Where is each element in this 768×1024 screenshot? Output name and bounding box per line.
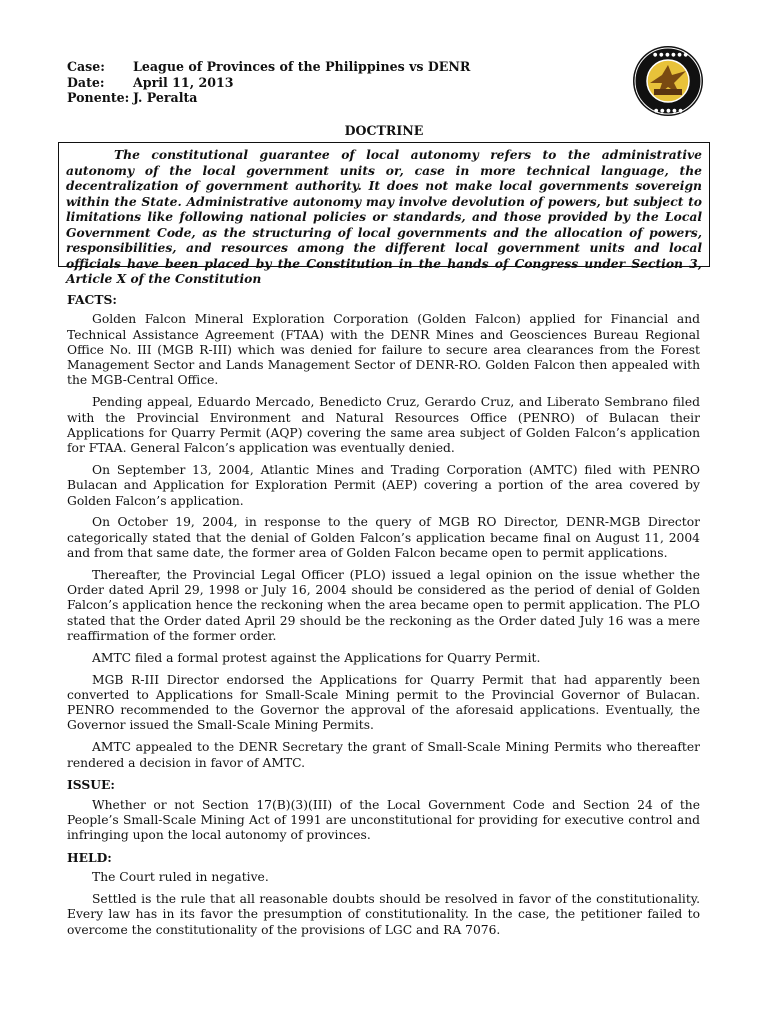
doctrine-box xyxy=(58,142,710,286)
facts-paragraph-4: On October 19, 2004, in response to the query of MGB RO Director, DENR-MGB Director categorically stated that the denial of Golden Falcon’s application became final on August 11, 2004 and from that same date, the former area of Golden Falcon became open to permit applications. xyxy=(67,515,700,560)
svg-text:● ● ● ● ●: ● ● ● ● ● xyxy=(654,108,683,114)
doctrine-text: The constitutional guarantee of local autonomy refers to the administrative autonomy of the local government units or, case in more technical language, the decentralization of government authority. It does not make local governments sovereign within the State. Administrative autonomy may involve devolution of powers, but subject to limitations like following national policies or standards, and those provided by the Local Government Code, as the structuring of local governments and the allocation of powers, responsibilities, and resources among the different local government units and local officials have been placed by the Constitution in the hands of Congress under Section 3, Article X of the Constitution xyxy=(66,147,702,286)
facts-paragraph-5: Thereafter, the Provincial Legal Officer (PLO) issued a legal opinion on the issue whether the Order dated April 29, 1998 or July 16, 2004 should be considered as the period of denial of Golden Falcon’s application hence the reckoning when the area became open to permit application. The PLO stated that the Order dated April 29 should be the reckoning as the Order dated July 16 was a mere reaffirmation of the former order. xyxy=(67,567,700,643)
held-paragraph-2: Settled is the rule that all reasonable doubts should be resolved in favor of the constitutionality. Every law has in its favor the presumption of constitutionality. In the case, the petitioner failed to overcome the constitutionality of the provisions of LGC and RA 7076. xyxy=(67,892,700,937)
case-title: League of Provinces of the Philippines vs DENR xyxy=(133,59,471,74)
held-heading: HELD: xyxy=(67,850,112,865)
law-review-seal-icon xyxy=(632,45,704,117)
date-row xyxy=(67,75,470,91)
facts-heading: FACTS: xyxy=(67,292,117,307)
date-label: Date: xyxy=(67,74,105,90)
facts-paragraph-7: MGB R-III Director endorsed the Applications for Quarry Permit that had apparently been converted to Applications for Small-Scale Mining permit to the Provincial Governor of Bulacan. PENRO recommended to the Governor the approval of the aforesaid applications. Eventually, the Governor issued the Small-Scale Mining Permits. xyxy=(67,672,700,733)
doctrine-title: DOCTRINE xyxy=(344,123,424,138)
svg-text:● ● ● ● ● ●: ● ● ● ● ● ● xyxy=(653,52,688,58)
ponente-name: J. Peralta xyxy=(133,90,198,105)
facts-paragraph-8: AMTC appealed to the DENR Secretary the grant of Small-Scale Mining Permits who thereafter rendered a decision in favor of AMTC. xyxy=(67,740,700,770)
ponente-label: Ponente: xyxy=(67,90,130,105)
facts-paragraph-1: Golden Falcon Mineral Exploration Corporation (Golden Falcon) applied for Financial and Technical Assistance Agreement (FTAA) with the DENR Mines and Geosciences Bureau Regional Office No. III (MGB R-III) which was denied for failure to secure area clearances from the Forest Management Sector and Lands Management Sector of DENR-RO. Golden Falcon then appealed with the MGB-Central Office. xyxy=(67,312,700,388)
issue-heading: ISSUE: xyxy=(67,777,115,793)
issue-paragraph-1: Whether or not Section 17(B)(3)(III) of the Local Government Code and Section 24 of the People’s Small-Scale Mining Act of 1991 are unconstitutional for providing for executive control and infringing upon the local autonomy of provinces. xyxy=(67,797,700,843)
case-date: April 11, 2013 xyxy=(133,74,234,90)
ponente-row xyxy=(67,90,470,106)
case-label: Case: xyxy=(67,59,105,74)
held-paragraph-1: The Court ruled in negative. xyxy=(92,870,269,885)
facts-paragraph-3: On September 13, 2004, Atlantic Mines and Trading Corporation (AMTC) filed with PENRO Bulacan and Application for Exploration Permit (AEP) covering a portion of the area covered by Golden Falcon’s application. xyxy=(67,462,700,508)
case-header xyxy=(67,59,470,106)
document-body xyxy=(67,292,700,944)
case-row xyxy=(67,59,470,75)
facts-paragraph-6: AMTC filed a formal protest against the Applications for Quarry Permit. xyxy=(92,650,541,665)
facts-paragraph-2: Pending appeal, Eduardo Mercado, Benedicto Cruz, Gerardo Cruz, and Liberato Sembrano filed with the Provincial Environment and Natural Resources Office (PENRO) of Bulacan their Applications for Quarry Permit (AQP) covering the same area subject of Golden Falcon’s application for FTAA. General Falcon’s application was eventually denied. xyxy=(67,395,700,456)
